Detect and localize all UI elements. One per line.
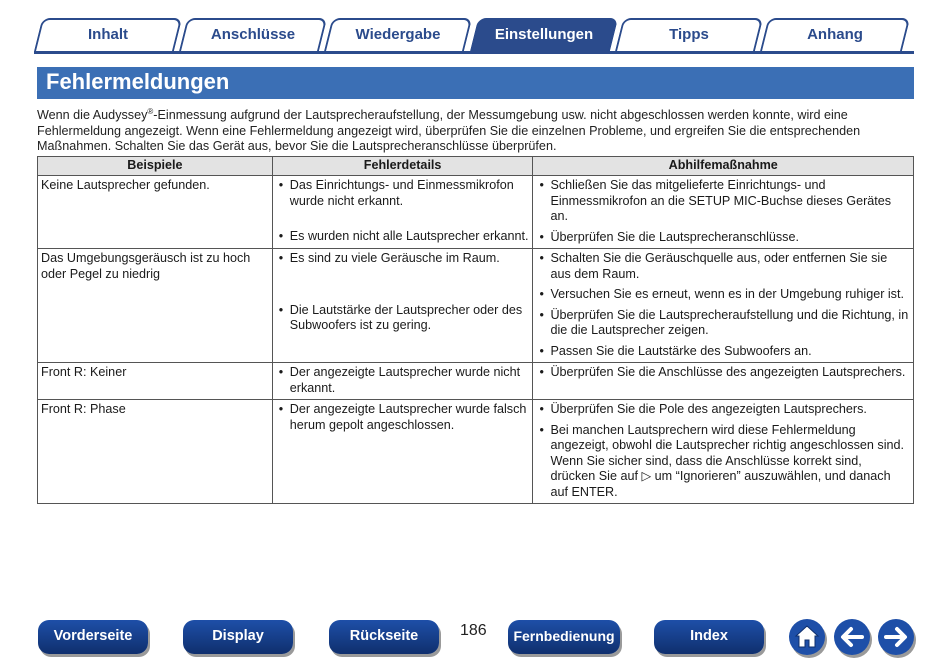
detail-item: • Es wurden nicht alle Lautsprecher erkannt. <box>276 229 530 245</box>
nav-button-index[interactable]: Index <box>654 620 764 654</box>
remedy-item: • Versuchen Sie es erneut, wenn es in der Umgebung ruhiger ist. <box>536 287 910 303</box>
remedy-cell <box>533 363 914 400</box>
tab-baseline <box>34 51 914 54</box>
detail-item: • Es sind zu viele Geräusche im Raum. <box>276 251 530 267</box>
table-header-row <box>38 157 914 176</box>
tab-tipps[interactable] <box>615 18 763 52</box>
remedy-cell <box>533 176 914 249</box>
arrow-right-icon <box>878 619 914 655</box>
column-header-examples: Beispiele <box>38 157 273 176</box>
detail-item: • Der angezeigte Lautsprecher wurde nicht erkannt. <box>276 365 530 396</box>
intro-text-rest: -Einmessung aufgrund der Lautsprecheraufstellung, der Messumgebung usw. nicht abgeschlossen werden konnte, wird eine Fehlermeldung angezeigt. Wenn eine Fehlermeldung angezeigt wird, überprüfen Sie die einzelnen Probleme, und ergreifen Sie die entsprechenden Maßnahmen. Schalten Sie das Gerät aus, bevor Sie die Lautsprecheranschlüsse überprüfen. <box>37 108 861 154</box>
remedy-item: • Schließen Sie das mitgelieferte Einrichtungs- und Einmessmikrofon an die SETUP MIC-Buchse dieses Gerätes an. <box>536 178 910 225</box>
example-cell: Das Umgebungsgeräusch ist zu hoch oder Pegel zu niedrig <box>38 249 273 363</box>
tab-label: Anhang <box>807 26 863 43</box>
detail-item: • Das Einrichtungs- und Einmessmikrofon wurde nicht erkannt. <box>276 178 530 209</box>
remedy-item: • Überprüfen Sie die Lautsprecheranschlüsse. <box>536 230 910 246</box>
table-row <box>38 400 914 504</box>
remedy-item: • Passen Sie die Lautstärke des Subwoofers an. <box>536 344 910 360</box>
tab-inhalt[interactable] <box>34 18 182 52</box>
intro-text-start: Wenn die Audyssey <box>37 108 148 123</box>
details-cell <box>272 400 533 504</box>
back-button[interactable] <box>834 619 870 655</box>
example-cell: Keine Lautsprecher gefunden. <box>38 176 273 249</box>
column-header-remedy: Abhilfemaßnahme <box>533 157 914 176</box>
details-cell <box>272 363 533 400</box>
top-tab-bar <box>34 16 914 54</box>
error-message-table <box>37 156 914 504</box>
page-number: 186 <box>460 622 487 639</box>
nav-button-fernbedienung[interactable]: Fernbedienung <box>508 620 620 654</box>
remedy-item: • Überprüfen Sie die Anschlüsse des angezeigten Lautsprechers. <box>536 365 910 381</box>
tab-label: Anschlüsse <box>210 26 296 43</box>
details-cell <box>272 176 533 249</box>
arrow-left-icon <box>834 619 870 655</box>
tab-label: Wiedergabe <box>355 26 441 43</box>
nav-button-vorderseite[interactable]: Vorderseite <box>38 620 148 654</box>
tab-wiedergabe[interactable] <box>324 18 472 52</box>
home-icon <box>789 619 825 655</box>
tab-einstellungen[interactable] <box>470 18 618 52</box>
table-row <box>38 176 914 249</box>
tab-label: Einstellungen <box>494 26 594 43</box>
remedy-item: • Bei manchen Lautsprechern wird diese Fehlermeldung angezeigt, obwohl die Lautsprecher richtig angeschlossen sind. Wenn Sie sicher sind, dass die Anschlüsse korrekt sind, drücken Sie auf ▷ um “Ignorieren” auszuwählen, und danach auf ENTER. <box>536 423 910 501</box>
table-row <box>38 363 914 400</box>
example-cell: Front R: Keiner <box>38 363 273 400</box>
table-row <box>38 249 914 363</box>
intro-paragraph <box>37 104 914 155</box>
example-cell: Front R: Phase <box>38 400 273 504</box>
tab-anschluesse[interactable] <box>179 18 327 52</box>
nav-button-display[interactable]: Display <box>183 620 293 654</box>
details-cell <box>272 249 533 363</box>
remedy-item: • Überprüfen Sie die Pole des angezeigten Lautsprechers. <box>536 402 910 418</box>
nav-button-rueckseite[interactable]: Rückseite <box>329 620 439 654</box>
remedy-cell <box>533 249 914 363</box>
remedy-cell <box>533 400 914 504</box>
remedy-item: • Schalten Sie die Geräuschquelle aus, oder entfernen Sie sie aus dem Raum. <box>536 251 910 282</box>
column-header-details: Fehlerdetails <box>272 157 533 176</box>
tab-label: Inhalt <box>88 26 128 43</box>
remedy-item: • Überprüfen Sie die Lautsprecheraufstellung und die Richtung, in die die Lautsprecher zeigen. <box>536 308 910 339</box>
home-button[interactable] <box>789 619 825 655</box>
registered-mark: ® <box>147 107 154 116</box>
detail-item: • Die Lautstärke der Lautsprecher oder des Subwoofers ist zu gering. <box>276 303 530 334</box>
forward-button[interactable] <box>878 619 914 655</box>
page-title: Fehlermeldungen <box>46 69 230 94</box>
tab-anhang[interactable] <box>760 18 910 52</box>
section-header <box>37 67 914 99</box>
detail-item: • Der angezeigte Lautsprecher wurde falsch herum gepolt angeschlossen. <box>276 402 530 433</box>
tab-label: Tipps <box>669 26 709 43</box>
